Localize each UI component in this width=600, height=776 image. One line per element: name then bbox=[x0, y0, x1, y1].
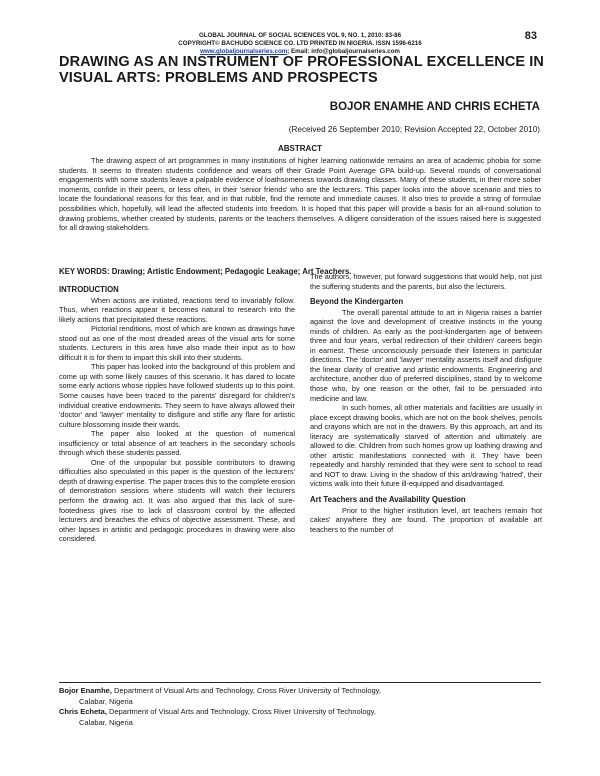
section-heading-beyond-kindergarten: Beyond the Kindergarten bbox=[310, 297, 404, 307]
page-number: 83 bbox=[524, 30, 537, 42]
article-title: DRAWING AS AN INSTRUMENT OF PROFESSIONAL EXCELLENCE IN VISUAL ARTS: PROBLEMS AND PROSPECTS bbox=[59, 54, 544, 86]
right-column bbox=[310, 272, 542, 534]
section-heading-art-teachers: Art Teachers and the Availability Question bbox=[310, 495, 466, 505]
affiliation-2: Chris Echeta, Department of Visual Arts and Technology, Cross River University of Technology, bbox=[59, 707, 376, 716]
paragraph: The overall parental attitude to art in Nigeria raises a barrier against the love and development of creative instincts in the young minds of children. As early as the post-kindergarten age of between three and four years, verbal redirection of their children' careers begin in earnest. These unconsciously persuade their listeners in particular directions. The 'doctor' and 'lawyer' mentality asserts itself and disfigure the linear clarity of creative and artistic endowments. Engineering and architecture, another duo of preferred disciplines, stand by to welcome those who, by one reason or the other, fail to be persuaded into medicine and law. bbox=[310, 307, 542, 403]
paragraph: Pictorial renditions, most of which are known as drawings have stood out as one of the most dreaded areas of the visual arts for some students. Lecturers in this area have also made their input as to how difficult it is for them to impart this skill into their students. bbox=[59, 324, 295, 362]
journal-line-1: GLOBAL JOURNAL OF SOCIAL SCIENCES VOL 9, NO. 1, 2010: 83-86 bbox=[198, 32, 402, 39]
abstract-body: The drawing aspect of art programmes in many institutions of higher learning nationwide remains an area of academic phobia for some students. It seems to threaten students confidence and wears off their Grade Point Average GPA build-up. Several rounds of conversational engagements with some students leave a palpable evidence of loathsomeness towards drawing classes. Many of these students, in their more sober moments, confide in their peers, or less often, in their 'senior friends' who are the lecturers. This paper looks into the above scenario and tries to locate the foundational reasons for this fear, and in that rubble, find the remote and immediate causes. It also tries to provide a string of formulae possibilities which, hopefully, will lead the affected students into freedom. It is hoped that this paper will provide a basis for an all-round solution to drawing problems, whether created by students, parents or the teachers themselves. A diligent consideration of the issues raised here is suggested for all drawing stakeholders. bbox=[59, 156, 541, 233]
keywords-label: KEY WORDS: bbox=[59, 267, 110, 276]
article-authors: BOJOR ENAMHE AND CHRIS ECHETA bbox=[329, 101, 540, 113]
keywords-list: Drawing; Artistic Endowment; Pedagogic Leakage; Art Teachers. bbox=[111, 267, 352, 276]
paragraph: In such homes, all other materials and facilities are usually in place except drawing books, which are not on the book shelves, pencils and crayons which are not in the drawers. By this approach, art and its literacy are systematically starved of attention and ultimately are allowed to die. Children from such homes grow up loathing drawing and other artistic manifestations connected with it. They have been repeatedly and harshly reminded that they were sent to school to read and NOT to draw. Living in the shadow of this art/drawing 'hatred', their victims walk into their future ill-equipped and disadvantaged. bbox=[310, 403, 542, 489]
affiliation-1-city: Calabar, Nigeria bbox=[79, 696, 133, 706]
paragraph: When actions are initiated, reactions tend to invariably follow. Thus, when reactions appear it becomes natural to research into the likely actions that precipitated these reactions. bbox=[59, 295, 295, 324]
abstract-heading: ABSTRACT bbox=[278, 144, 322, 153]
affiliation-1: Bojor Enamhe, Department of Visual Arts and Technology, Cross River University of Technology, bbox=[59, 686, 381, 695]
journal-email: ; Email: info@globaljournalseries.com bbox=[287, 48, 400, 55]
received-dates: (Received 26 September 2010; Revision Accepted 22, October 2010) bbox=[288, 125, 540, 134]
paragraph: The paper also looked at the question of numerical insufficiency or total absence of art teachers in the secondary schools through which these students passed. bbox=[59, 429, 295, 458]
author-affiliations bbox=[59, 686, 541, 728]
left-column bbox=[59, 285, 295, 544]
paragraph: Prior to the higher institution level, art teachers remain 'hot cakes' anywhere they are found. The proportion of available art teachers to the number of bbox=[310, 505, 542, 534]
journal-website-link[interactable]: www.globaljournalseries.com bbox=[200, 48, 288, 55]
affiliation-2-city: Calabar, Nigeria bbox=[79, 717, 133, 727]
journal-header bbox=[120, 32, 480, 56]
footnote-divider bbox=[59, 682, 541, 683]
paragraph: One of the unpopular but possible contributors to drawing difficulties also speculated in this paper is the question of the lecturers' depth of drawing expertise. The paper traces this to the complete erosion of demonstration sessions where students will watch their lecturers perform the drawing act. It was also argued that this lack of sure-footedness gives rise to lack of classroom control by the affected lecturers and breaches the ethics of objective assessment. These, and other lapses in artistic and pedagogic procedures in drawing were also considered. bbox=[59, 457, 295, 544]
abstract-text bbox=[59, 156, 541, 233]
paragraph: This paper has looked into the background of this problem and come up with some likely causes of this scenario. It has dared to locate some early actions whose ripples have followed students up to this point. Some causes have been traced to the parents' disregard for children's individual creative endowments. They seem to have always allowed their 'doctor' and 'lawyer' mentality to disfigure and stifle any flare for artistic culture blossoming inside their wards. bbox=[59, 362, 295, 429]
journal-line-2: COPYRIGHT© BACHUDO SCIENCE CO. LTD PRINTED IN NIGERIA. ISSN 1596-6216 bbox=[178, 40, 422, 47]
paragraph: The authors, however, put forward suggestions that would help, not just the suffering students and the parents, but also the lecturers. bbox=[310, 272, 542, 291]
section-heading-introduction: INTRODUCTION bbox=[59, 285, 119, 294]
